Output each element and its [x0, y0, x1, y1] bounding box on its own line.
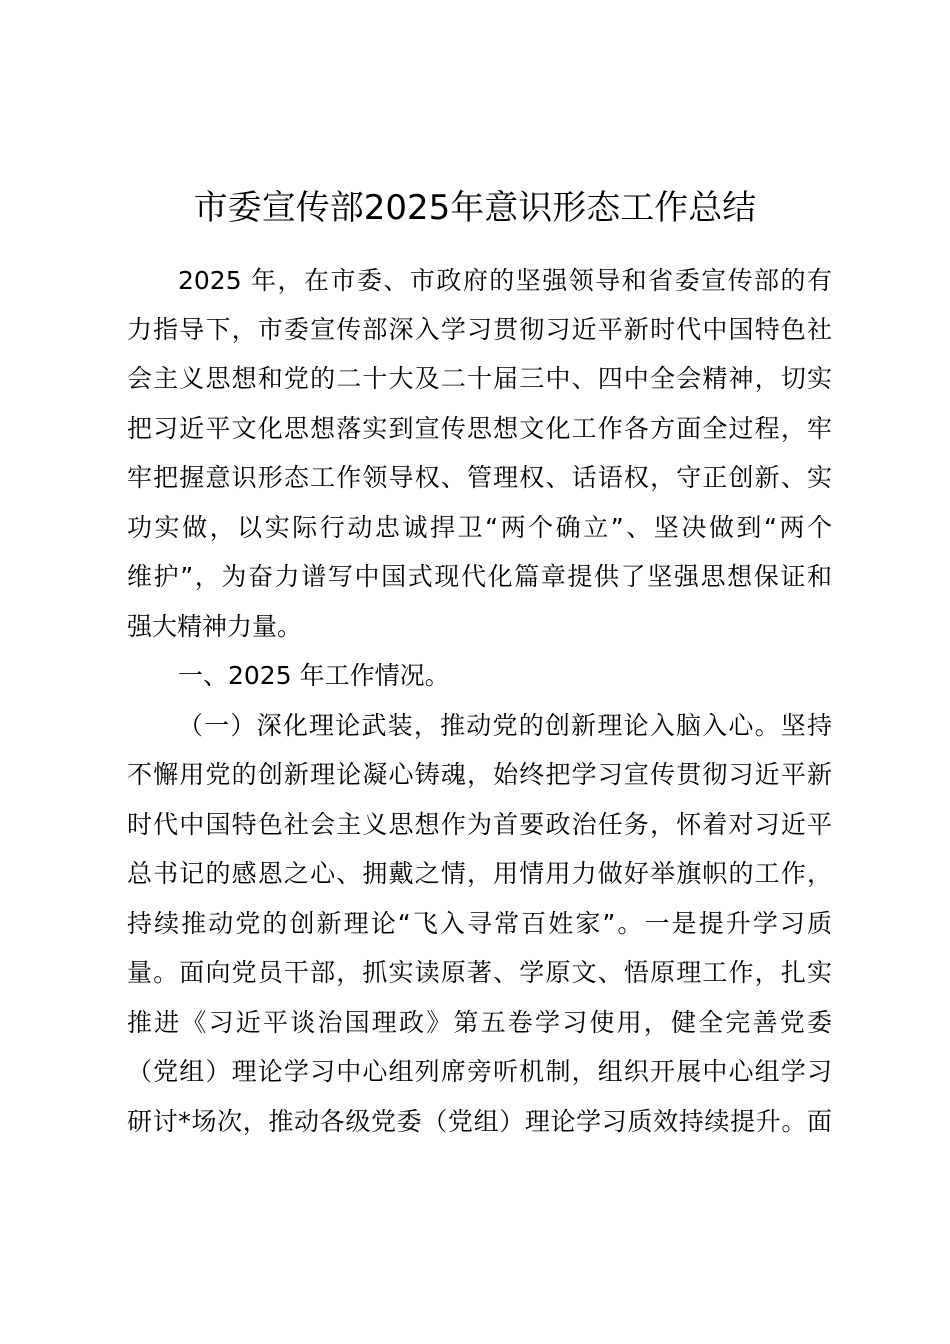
paragraph-line: （一）深化理论武装，推动党的创新理论入脑入心。坚持 [178, 711, 832, 740]
paragraph-line: 力指导下，市委宣传部深入学习贯彻习近平新时代中国特色社 [127, 315, 832, 344]
paragraph-line: 牢把握意识形态工作领导权、管理权、话语权，守正创新、实 [127, 463, 832, 492]
paragraph-line: 持续推动党的创新理论“飞入寻常百姓家”。一是提升学习质 [127, 909, 832, 938]
paragraph-line: 2025 年，在市委、市政府的坚强领导和省委宣传部的有 [178, 266, 832, 295]
paragraph-line: 推进《习近平谈治国理政》第五卷学习使用，健全完善党委 [127, 1008, 832, 1037]
paragraph-line: 维护”，为奋力谱写中国式现代化篇章提供了坚强思想保证和 [127, 562, 832, 591]
paragraph-line: 时代中国特色社会主义思想作为首要政治任务，怀着对习近平 [127, 810, 832, 839]
document-title: 市委宣传部2025年意识形态工作总结 [193, 188, 757, 228]
paragraph-line: 强大精神力量。 [127, 612, 303, 641]
paragraph-line: 不懈用党的创新理论凝心铸魂，始终把学习宣传贯彻习近平新 [127, 760, 832, 789]
paragraph-line: 把习近平文化思想落实到宣传思想文化工作各方面全过程，牢 [127, 414, 832, 443]
paragraph-line: 功实做，以实际行动忠诚捍卫“两个确立”、坚决做到“两个 [127, 513, 832, 542]
paragraph-line: 总书记的感恩之心、拥戴之情，用情用力做好举旗帜的工作， [127, 859, 832, 888]
paragraph-line: （党组）理论学习中心组列席旁听机制，组织开展中心组学习 [127, 1057, 832, 1086]
paragraph-line: 研讨*场次，推动各级党委（党组）理论学习质效持续提升。面 [127, 1107, 832, 1136]
paragraph-line: 量。面向党员干部，抓实读原著、学原文、悟原理工作，扎实 [127, 958, 832, 987]
paragraph-line: 会主义思想和党的二十大及二十届三中、四中全会精神，切实 [127, 364, 832, 393]
section-heading: 一、2025 年工作情况。 [178, 661, 450, 690]
